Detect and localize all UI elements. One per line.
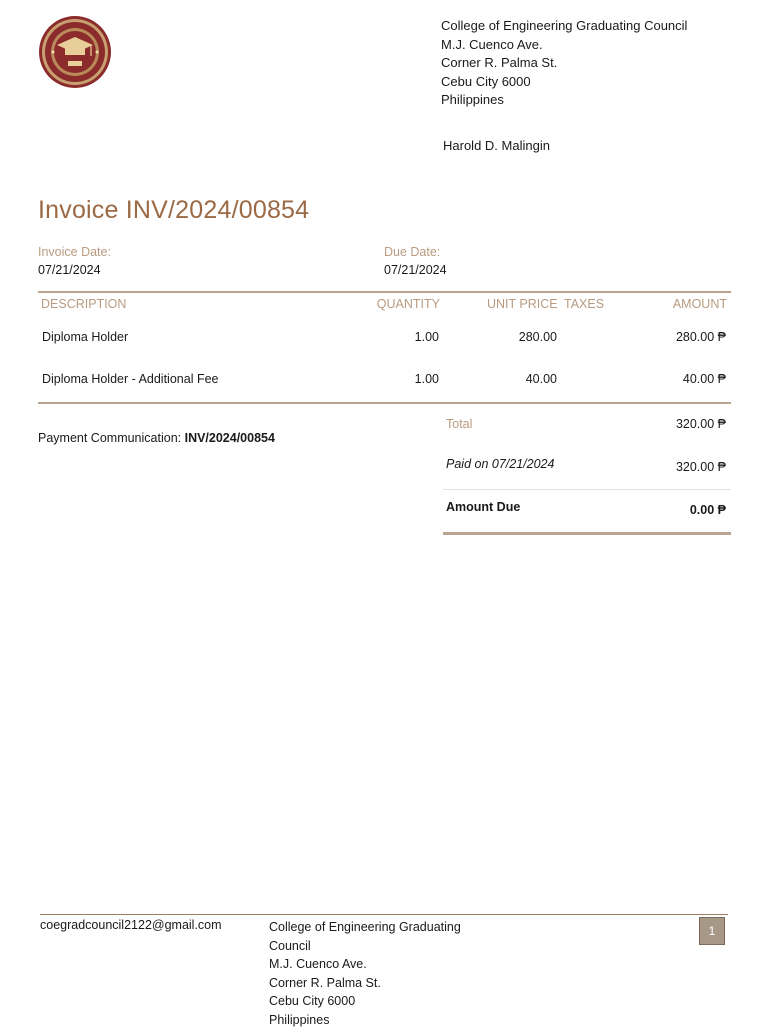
row1-description: Diploma Holder bbox=[42, 330, 129, 344]
invoice-date-block bbox=[38, 245, 111, 277]
row2-amount: 40.00 ₱ bbox=[682, 372, 726, 386]
header-amount: AMOUNT bbox=[672, 297, 727, 311]
row1-unit-price: 280.00 bbox=[518, 330, 557, 344]
company-name: College of Engineering Graduating Council bbox=[441, 18, 688, 33]
company-address bbox=[441, 17, 687, 110]
footer-rule bbox=[40, 914, 728, 915]
company-city: Cebu City 6000 bbox=[441, 73, 531, 89]
due-date-block bbox=[384, 245, 447, 277]
total-label: Total bbox=[446, 417, 473, 431]
header-description: DESCRIPTION bbox=[41, 297, 127, 311]
row1-quantity: 1.00 bbox=[414, 330, 439, 344]
footer-address-line5: Cebu City 6000 bbox=[269, 994, 356, 1009]
header-quantity: QUANTITY bbox=[376, 297, 440, 311]
footer-address-line4: Corner R. Palma St. bbox=[269, 975, 381, 990]
invoice-date-label: Invoice Date: bbox=[38, 245, 111, 259]
header-taxes: TAXES bbox=[564, 297, 605, 311]
page-number: 1 bbox=[699, 917, 725, 945]
footer-address bbox=[269, 918, 489, 1030]
due-date-value: 07/21/2024 bbox=[384, 263, 447, 277]
invoice-date-value: 07/21/2024 bbox=[38, 263, 101, 277]
footer-address-line6: Philippines bbox=[269, 1012, 330, 1027]
row2-unit-price: 40.00 bbox=[525, 372, 557, 386]
amount-due-value: 0.00 ₱ bbox=[689, 503, 726, 517]
row2-quantity: 1.00 bbox=[414, 372, 439, 386]
footer-address-line2: Council bbox=[269, 938, 311, 953]
header-unit-price: UNIT PRICE bbox=[487, 297, 558, 311]
row2-description: Diploma Holder - Additional Fee bbox=[42, 372, 219, 386]
paid-value: 320.00 ₱ bbox=[675, 460, 726, 474]
invoice-title: Invoice INV/2024/00854 bbox=[38, 196, 310, 224]
totals-bottom-rule bbox=[443, 532, 731, 535]
council-seal-logo bbox=[37, 15, 113, 89]
payment-communication bbox=[38, 431, 275, 445]
company-country: Philippines bbox=[441, 92, 504, 108]
company-street: M.J. Cuenco Ave. bbox=[441, 36, 543, 52]
payment-reference: INV/2024/00854 bbox=[184, 431, 275, 445]
table-bottom-rule bbox=[38, 402, 731, 404]
table-top-rule bbox=[38, 291, 731, 293]
footer-address-line3: M.J. Cuenco Ave. bbox=[269, 957, 367, 972]
due-date-label: Due Date: bbox=[384, 245, 441, 259]
totals-separator bbox=[443, 489, 731, 490]
row1-amount: 280.00 ₱ bbox=[675, 330, 726, 344]
paid-label: Paid on 07/21/2024 bbox=[446, 457, 555, 471]
total-value: 320.00 ₱ bbox=[675, 417, 726, 431]
payment-communication-label: Payment Communication: bbox=[38, 431, 185, 445]
company-street2: Corner R. Palma St. bbox=[441, 55, 558, 71]
footer-address-line1: College of Engineering Graduating bbox=[269, 920, 461, 934]
footer-email: coegradcouncil2122@gmail.com bbox=[40, 918, 222, 932]
partner-name: Harold D. Malingin bbox=[443, 138, 550, 153]
amount-due-label: Amount Due bbox=[446, 500, 521, 514]
